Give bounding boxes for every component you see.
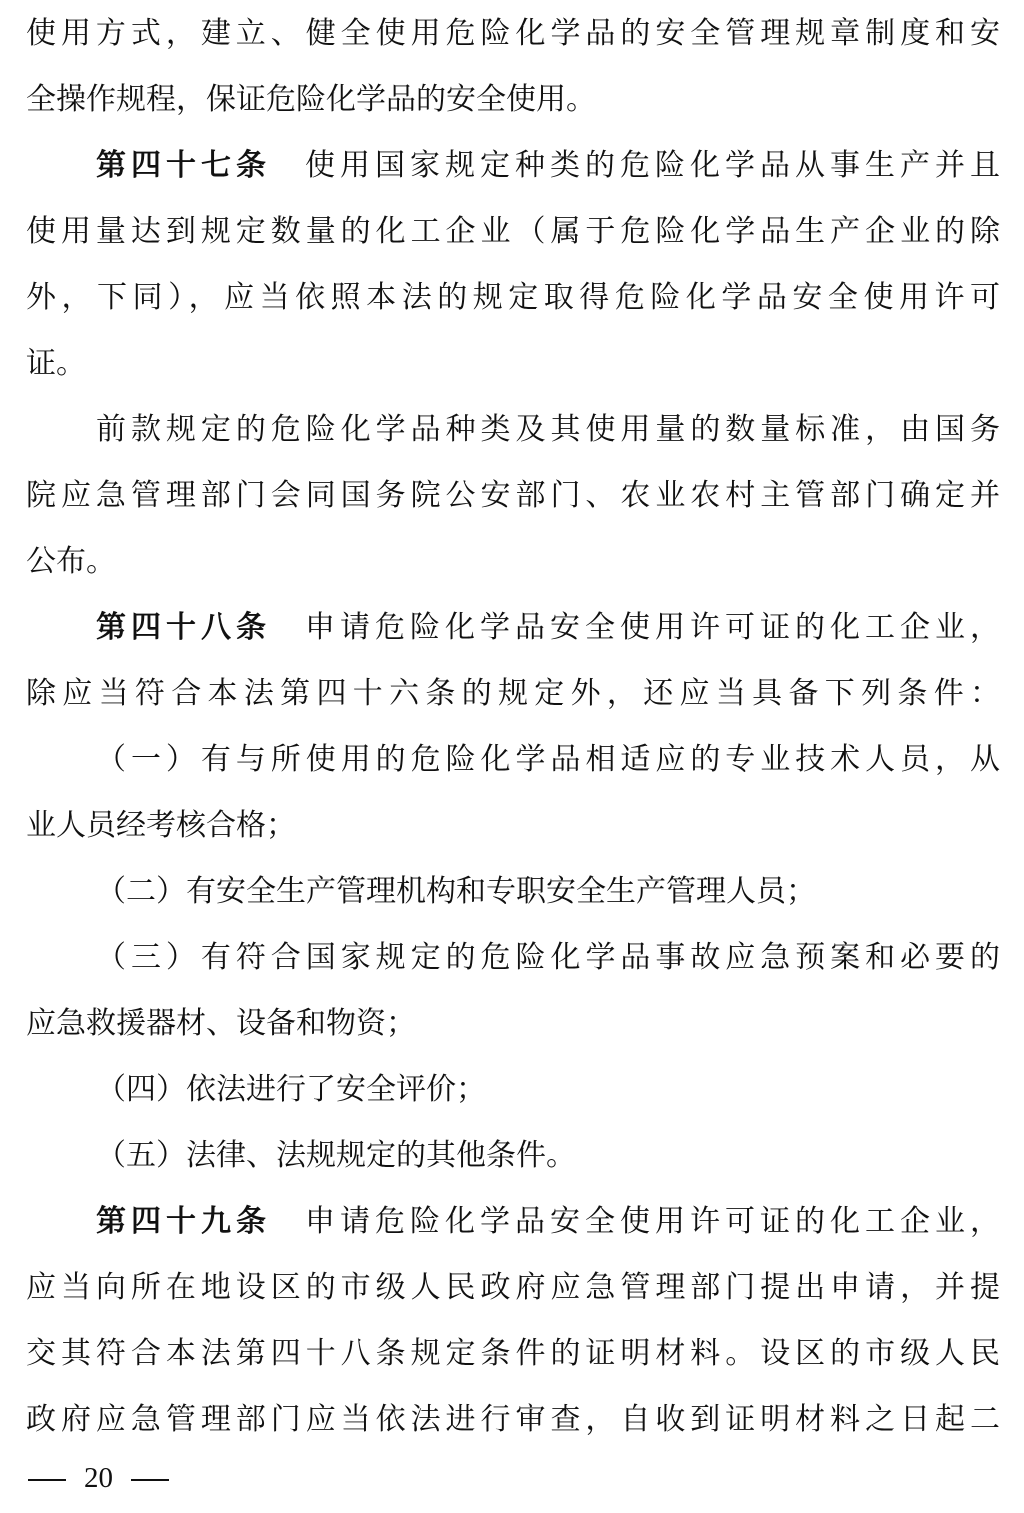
condition-item-3: （三）有符合国家规定的危险化学品事故应急预案和必要的: [96, 940, 1000, 975]
condition-item-1: （一）有与所使用的危险化学品相适应的专业技术人员，从: [96, 742, 1000, 777]
text-line: 外，下同），应当依照本法的规定取得危险化学品安全使用许可: [26, 280, 1000, 315]
article-48-text: 申请危险化学品安全使用许可证的化工企业，: [305, 610, 1000, 645]
text-line: 应急救援器材、设备和物资；: [26, 1006, 416, 1041]
text-line: 政府应急管理部门应当依法进行审查，自收到证明材料之日起二: [26, 1402, 1000, 1437]
article-47-first-line: [96, 142, 1000, 190]
text-line: 交其符合本法第四十八条规定条件的证明材料。设区的市级人民: [26, 1336, 1000, 1371]
article-47-heading: 第四十七条: [96, 148, 271, 183]
text-line: 业人员经考核合格；: [26, 808, 296, 843]
text-line: 除应当符合本法第四十六条的规定外，还应当具备下列条件：: [26, 676, 1000, 711]
condition-item-5: （五）法律、法规规定的其他条件。: [96, 1138, 576, 1173]
article-48-first-line: [96, 604, 1000, 652]
text-line: 公布。: [26, 544, 116, 579]
text-line: 使用方式，建立、健全使用危险化学品的安全管理规章制度和安: [26, 16, 1000, 51]
page-number: 20: [84, 1462, 113, 1494]
page-number-right-dash: [131, 1479, 169, 1481]
text-line: 前款规定的危险化学品种类及其使用量的数量标准，由国务: [96, 412, 1000, 447]
article-49-heading: 第四十九条: [96, 1204, 271, 1239]
article-48-heading: 第四十八条: [96, 610, 271, 645]
text-line: 证。: [26, 346, 86, 381]
article-47-text: 使用国家规定种类的危险化学品从事生产并且: [305, 148, 1000, 183]
article-49-first-line: [96, 1198, 1000, 1246]
page-number-left-dash: [28, 1479, 66, 1481]
article-49-text: 申请危险化学品安全使用许可证的化工企业，: [305, 1204, 1000, 1239]
text-line: 使用量达到规定数量的化工企业（属于危险化学品生产企业的除: [26, 214, 1000, 249]
text-line: 院应急管理部门会同国务院公安部门、农业农村主管部门确定并: [26, 478, 1000, 513]
condition-item-2: （二）有安全生产管理机构和专职安全生产管理人员；: [96, 874, 816, 909]
page-number-footer: [28, 1458, 188, 1498]
text-line: 全操作规程，保证危险化学品的安全使用。: [26, 82, 596, 117]
text-line: 应当向所在地设区的市级人民政府应急管理部门提出申请，并提: [26, 1270, 1000, 1305]
condition-item-4: （四）依法进行了安全评价；: [96, 1072, 486, 1107]
